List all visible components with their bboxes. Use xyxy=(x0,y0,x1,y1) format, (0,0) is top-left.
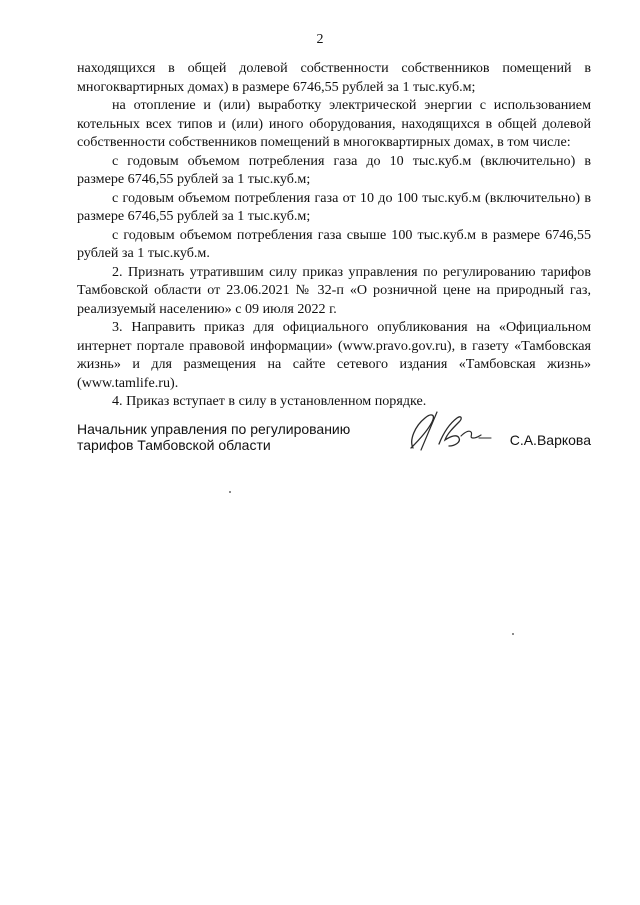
paragraph-tier-10-to-100: с годовым объемом потребления газа от 10 до 100 тыс.куб.м (включительно) в размере 6746,55 рублей за 1 тыс.куб.м; xyxy=(77,189,591,224)
scan-speck xyxy=(512,633,514,635)
signatory-position-line-2: тарифов Тамбовской области xyxy=(77,437,271,453)
scan-speck xyxy=(229,491,231,493)
paragraph-heating: на отопление и (или) выработку электрической энергии с использованием котельных всех типов и (или) иного оборудования, находящихся в общей долевой собственности собственников помещений в многоквартирных домах, в том числе: xyxy=(77,97,591,150)
handwritten-signature xyxy=(399,404,495,454)
document-body xyxy=(77,59,591,411)
signatory-name: С.А.Варкова xyxy=(509,432,591,448)
signature-block xyxy=(77,419,591,479)
paragraph-item-2: 2. Признать утратившим силу приказ управления по регулированию тарифов Тамбовской области от 23.06.2021 № 32-п «О розничной цене на природный газ, реализуемый населению» с 09 июля 2022 г. xyxy=(77,263,591,317)
paragraph-item-4: 4. Приказ вступает в силу в установленном порядке. xyxy=(112,393,427,409)
paragraph-tier-up-to-10: с годовым объемом потребления газа до 10 тыс.куб.м (включительно) в размере 6746,55 рублей за 1 тыс.куб.м; xyxy=(77,152,591,187)
paragraph-item-3: 3. Направить приказ для официального опубликования на «Официальном интернет портале правовой информации» (www.pravo.gov.ru), в газету «Тамбовская жизнь» и для размещения на сайте сетевого издания «Тамбовская жизнь» (www.tamlife.ru). xyxy=(77,319,591,391)
signatory-position xyxy=(77,421,350,453)
paragraph-tier-over-100: с годовым объемом потребления газа свыше 100 тыс.куб.м в размере 6746,55 рублей за 1 тыс.куб.м. xyxy=(77,226,591,261)
page-number: 2 xyxy=(316,32,324,47)
paragraph-continuation: находящихся в общей долевой собственности собственников помещений в многоквартирных домах) в размере 6746,55 рублей за 1 тыс.куб.м; xyxy=(77,60,591,95)
signatory-position-line-1: Начальник управления по регулированию xyxy=(77,421,351,437)
